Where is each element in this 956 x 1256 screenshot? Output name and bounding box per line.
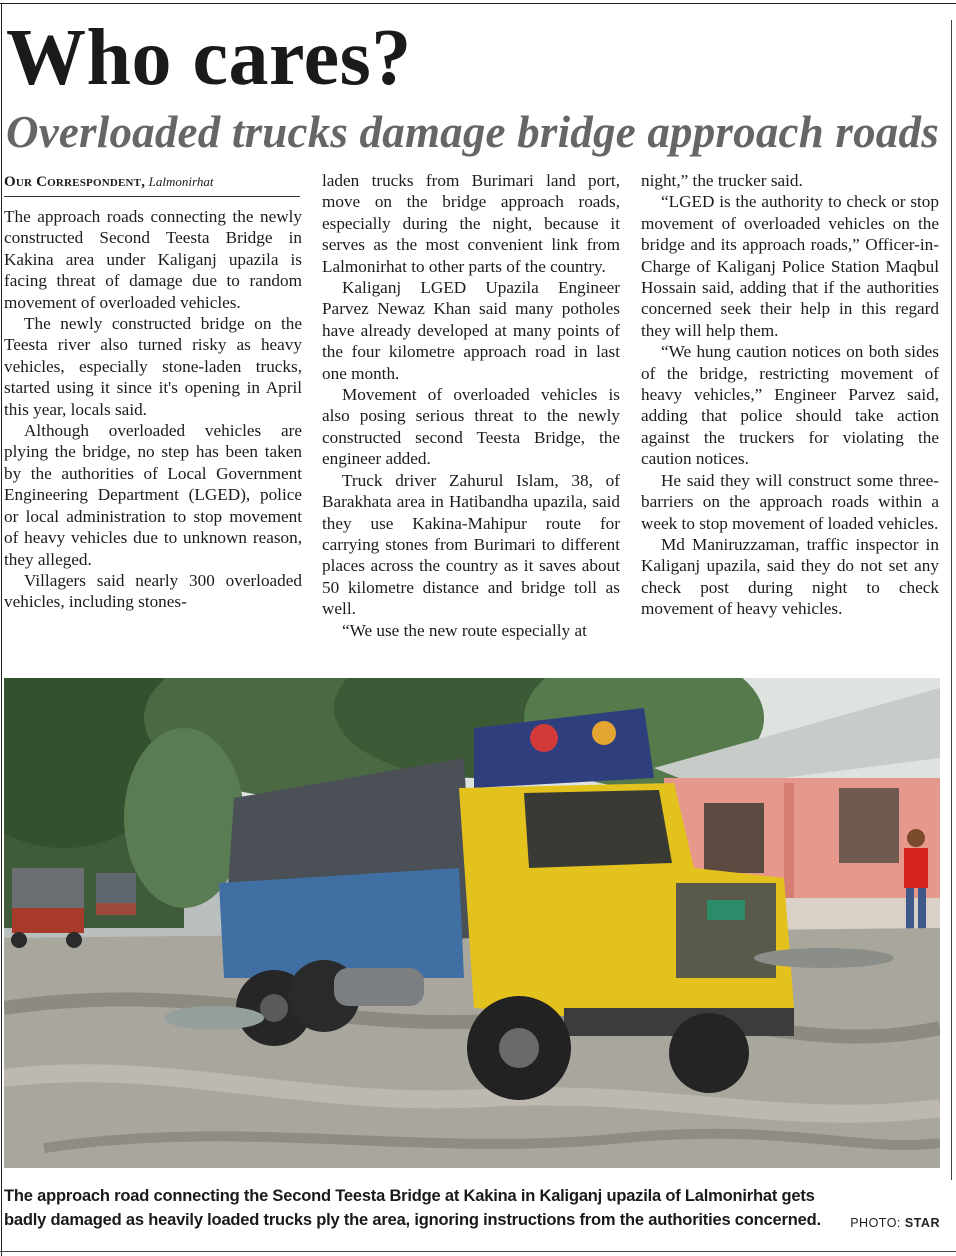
bottom-rule xyxy=(0,1251,956,1252)
paragraph: The approach roads connecting the newly constructed Second Teesta Bridge in Kakina area under Kaliganj upazila is facing threat of damage due to random movement of overloaded vehicles. xyxy=(4,207,302,312)
subheadline: Overloaded trucks damage bridge approach roads xyxy=(6,107,939,157)
paragraph: night,” the trucker said. xyxy=(641,171,803,190)
photo-credit-label: PHOTO: xyxy=(850,1216,901,1230)
top-rule xyxy=(0,3,956,4)
byline-location: Lalmonirhat xyxy=(148,174,214,189)
headline: Who cares? xyxy=(6,14,412,102)
photo-caption: The approach road connecting the Second Teesta Bridge at Kakina in Kaliganj upazila of Lalmonirhat gets badly damaged as heavily loaded trucks ply the area, ignoring instructions from the authorities concerned. xyxy=(4,1187,821,1229)
article-column-1 xyxy=(4,206,302,613)
paragraph: He said they will construct some three-barriers on the approach roads within a week to stop movement of loaded vehicles. xyxy=(641,470,939,533)
paragraph: “We use the new route especially at xyxy=(342,620,587,640)
truck-photo-illustration xyxy=(4,678,940,1168)
right-rule xyxy=(951,20,952,1180)
left-rule xyxy=(1,3,2,1256)
paragraph: laden trucks from Burimari land port, move on the bridge approach roads, especially during the night, because it serves as the most convenient link from Lalmonirhat to other parts of the country. xyxy=(322,171,620,276)
paragraph: Kaliganj LGED Upazila Engineer Parvez Newaz Khan said many potholes have already developed at many points of the four kilometre approach road in last one month. xyxy=(322,278,620,383)
byline-author: Our Correspondent, xyxy=(4,174,146,190)
article-column-2 xyxy=(322,170,620,641)
paragraph: Md Maniruzzaman, traffic inspector in Kaliganj upazila, said they do not set any check post during night to check movement of heavy vehicles. xyxy=(641,534,939,619)
paragraph: The newly constructed bridge on the Teesta river also turned risky as heavy vehicles, especially stone-laden trucks, started using it since it's opening in April this year, locals said. xyxy=(4,314,302,419)
article-column-3 xyxy=(641,170,939,620)
paragraph: “LGED is the authority to check or stop movement of overloaded vehicles on the bridge and its approach roads,” Officer-in-Charge of Kaliganj Police Station Maqbul Hossain said, adding that if the authorities concerned seek their help in this regard they will help them. xyxy=(641,192,939,340)
paragraph: “We hung caution notices on both sides of the bridge, restricting movement of heavy vehicles,” Engineer Parvez said, adding that police should take action against the truckers for violating the caution notices. xyxy=(641,342,939,469)
paragraph: Movement of overloaded vehicles is also posing serious threat to the newly constructed second Teesta Bridge, the engineer added. xyxy=(322,385,620,469)
paragraph: Truck driver Zahurul Islam, 38, of Barakhata area in Hatibandha upazila, said they use Kakina-Mahipur route for carrying stones from Burimari to different places across the country as it saves about 50 kilometre distance and bridge toll as well. xyxy=(322,470,620,619)
paragraph: Although overloaded vehicles are plying the bridge, no step has been taken by the authorities of Local Government Engineering Department (LGED), police or local administration to stop movement of heavy vehicles due to unknown reason, they alleged. xyxy=(4,421,302,569)
photo-credit xyxy=(850,1216,940,1230)
paragraph: Villagers said nearly 300 overloaded vehicles, including stones- xyxy=(4,570,302,612)
byline xyxy=(4,172,300,197)
news-photo xyxy=(4,678,940,1168)
photo-credit-source: STAR xyxy=(904,1216,940,1230)
